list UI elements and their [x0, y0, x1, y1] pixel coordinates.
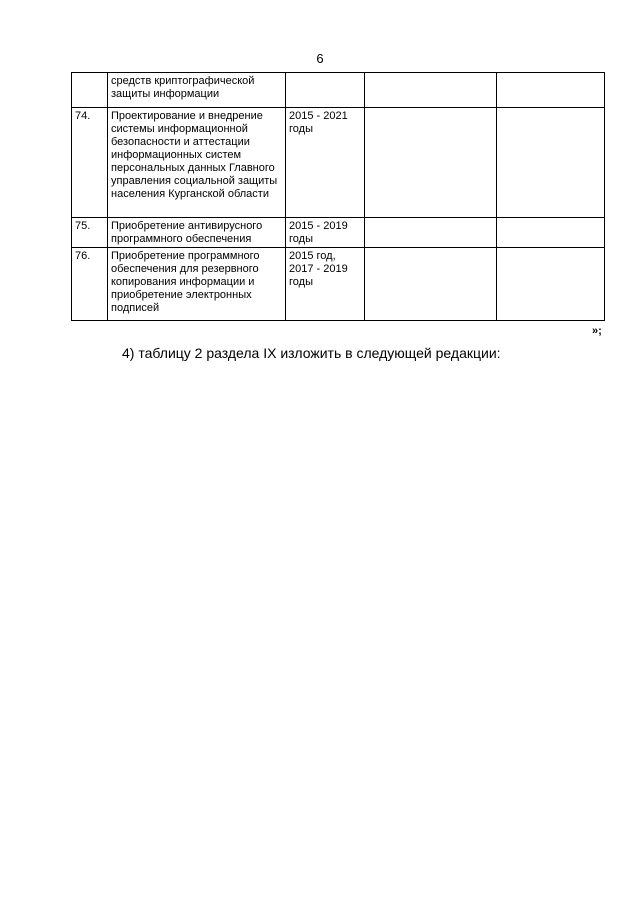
empty-cell [497, 248, 605, 321]
implementation-period: 2015 - 2019 годы [286, 218, 365, 248]
table-row [72, 218, 605, 248]
implementation-period: 2015 год, 2017 - 2019 годы [286, 248, 365, 321]
table-row [72, 73, 605, 108]
row-number [72, 73, 108, 108]
table-row [72, 108, 605, 218]
measure-name: Приобретение антивирусного программного обеспечения [108, 218, 286, 248]
row-number: 76. [72, 248, 108, 321]
row-number: 75. [72, 218, 108, 248]
instruction-text: 4) таблицу 2 раздела IX изложить в следующей редакции: [122, 345, 501, 361]
table-row [72, 248, 605, 321]
empty-cell [497, 73, 605, 108]
implementation-period [286, 73, 365, 108]
empty-cell [497, 218, 605, 248]
measure-name: средств криптографической защиты информации [108, 73, 286, 108]
page-number: 6 [316, 51, 324, 66]
empty-cell [365, 73, 497, 108]
implementation-period: 2015 - 2021 годы [286, 108, 365, 218]
empty-cell [365, 248, 497, 321]
measures-table [71, 72, 605, 321]
empty-cell [365, 108, 497, 218]
empty-cell [365, 218, 497, 248]
measure-name: Приобретение программного обеспечения для резервного копирования информации и приобретение электронных подписей [108, 248, 286, 321]
measure-name: Проектирование и внедрение системы информационной безопасности и аттестации информационных систем персональных данных Главного управления социальной защиты населения Курганской области [108, 108, 286, 218]
empty-cell [497, 108, 605, 218]
row-number: 74. [72, 108, 108, 218]
closing-quote: »; [592, 325, 602, 337]
